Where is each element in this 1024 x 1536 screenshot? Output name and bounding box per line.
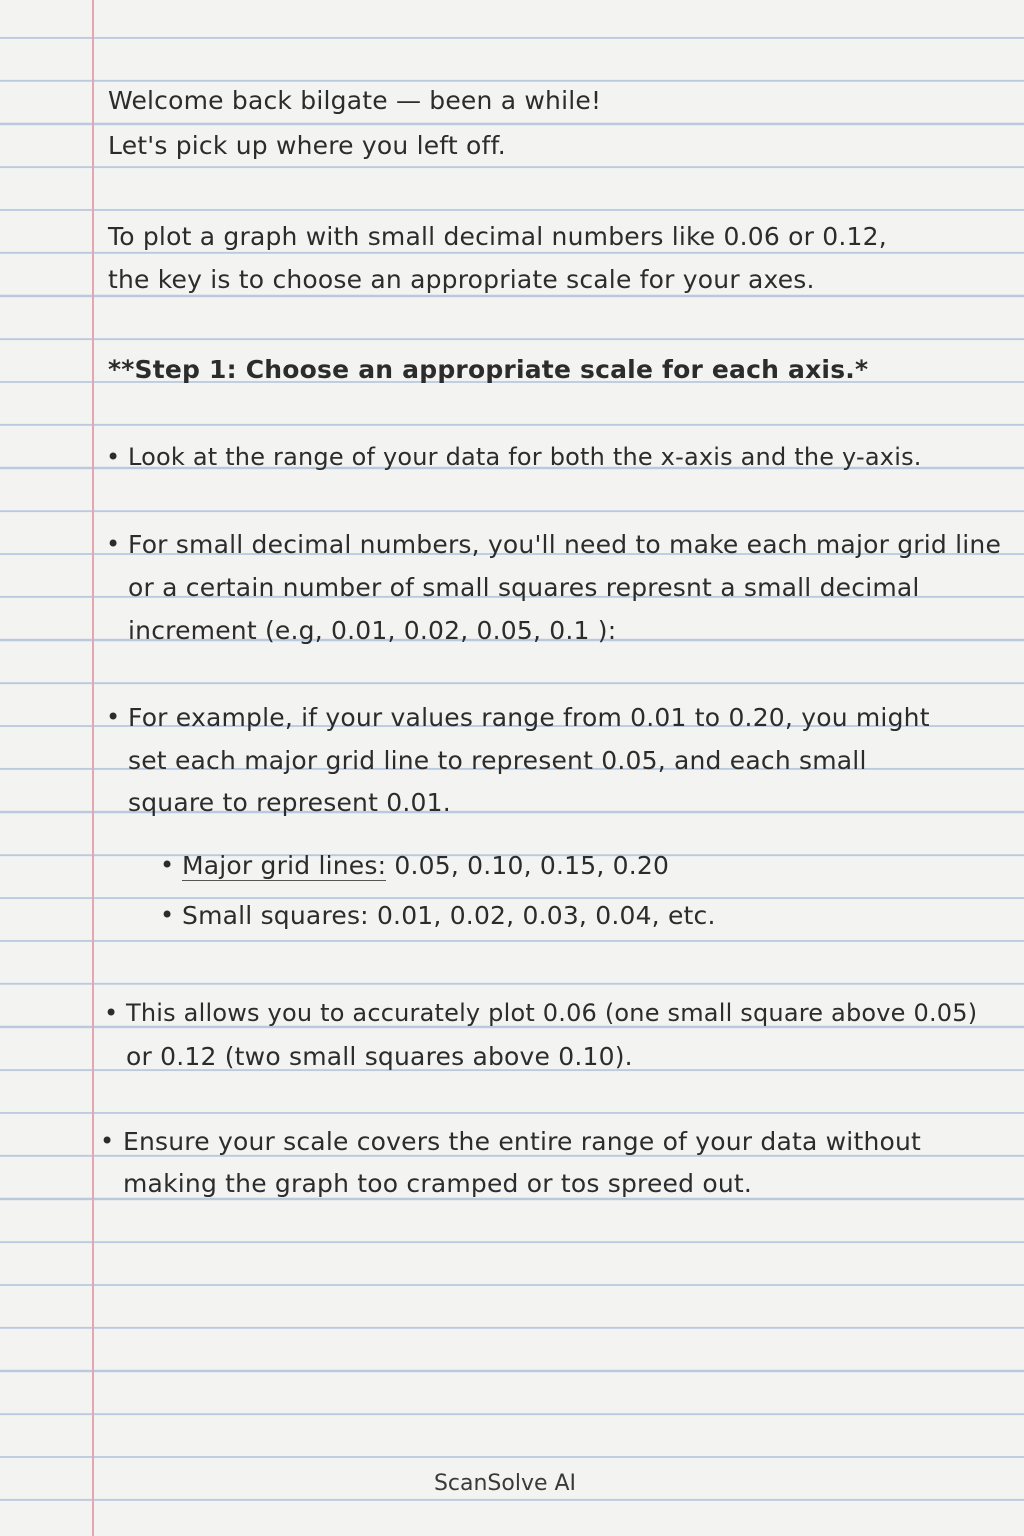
bullet-3-line-3: square to represent 0.01. bbox=[128, 788, 451, 817]
footer-brand: ScanSolve AI bbox=[433, 1471, 577, 1496]
bullet-5-line-2: making the graph too cramped or tos spreed out. bbox=[123, 1169, 753, 1198]
bullet-4-line-1: This allows you to accurately plot 0.06 (one small square above 0.05) bbox=[126, 999, 978, 1027]
bullet-dot: • bbox=[104, 999, 119, 1027]
bullet-dot: • bbox=[100, 1127, 115, 1155]
major-grid-label: Major grid lines: bbox=[182, 851, 387, 880]
bullet-dot: • bbox=[106, 530, 121, 558]
major-grid-values: 0.05, 0.10, 0.15, 0.20 bbox=[394, 851, 670, 880]
bullet-1-line-1: Look at the range of your data for both the x-axis and the y-axis. bbox=[128, 443, 922, 471]
sub-bullet-major-grid bbox=[182, 844, 669, 887]
greeting-line: Welcome back bilgate — been a while! bbox=[108, 86, 602, 115]
bullet-3-line-1: For example, if your values range from 0.01 to 0.20, you might bbox=[128, 703, 930, 732]
sub-bullet-dot: • bbox=[160, 901, 175, 929]
step-heading: **Step 1: Choose an appropriate scale for each axis.* bbox=[108, 355, 869, 384]
bullet-2-line-1: For small decimal numbers, you'll need to make each major grid line bbox=[128, 530, 1002, 559]
bullet-4-line-2: or 0.12 (two small squares above 0.10). bbox=[126, 1042, 633, 1071]
bullet-2-line-2: or a certain number of small squares represnt a small decimal bbox=[128, 573, 920, 602]
intro-paragraph-line-2: the key is to choose an appropriate scale for your axes. bbox=[108, 265, 815, 294]
intro-paragraph-line-1: To plot a graph with small decimal numbers like 0.06 or 0.12, bbox=[108, 222, 887, 251]
bullet-3-line-2: set each major grid line to represent 0.05, and each small bbox=[128, 746, 867, 775]
bullet-5-line-1: Ensure your scale covers the entire range of your data without bbox=[123, 1127, 922, 1156]
greeting-subline: Let's pick up where you left off. bbox=[108, 131, 506, 160]
bullet-2-line-3: increment (e.g, 0.01, 0.02, 0.05, 0.1 ): bbox=[128, 616, 617, 645]
bullet-dot: • bbox=[106, 443, 121, 471]
bullet-dot: • bbox=[106, 703, 121, 731]
margin-line bbox=[92, 0, 94, 1536]
sub-bullet-dot: • bbox=[160, 851, 175, 879]
sub-bullet-small-squares: Small squares: 0.01, 0.02, 0.03, 0.04, etc. bbox=[182, 901, 716, 930]
